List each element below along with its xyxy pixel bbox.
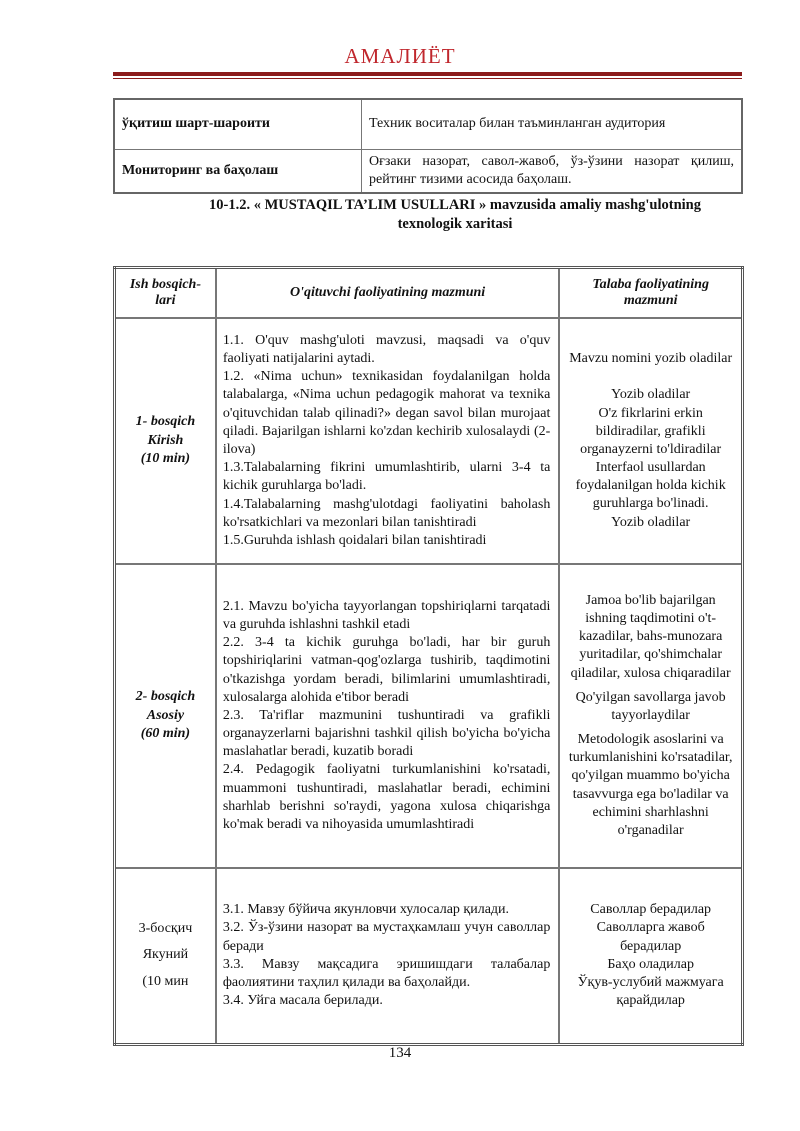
info-value: Оғзаки назорат, савол-жавоб, ўз-ўзини назорат қилиш, рейтинг тизими асосида баҳолаш.	[362, 149, 743, 193]
section-title-line: texnologik xaritasi	[397, 215, 513, 232]
teacher-item: 2.3. Ta'riflar mazmunini tushuntiradi va grafikli organayzerlarni bajarishni tashkil qilish bo'yicha bo'yicha maslahatlar beradi, kuzatib boradi	[222, 707, 551, 760]
stage-number: 3-босқич	[138, 920, 193, 936]
student-activity	[559, 564, 742, 868]
stage-number: 2- bosqich	[135, 688, 196, 704]
student-item: Qo'yilgan savollarga javob tayyorlaydilar	[575, 689, 726, 723]
teacher-item: 3.2. Ўз-ўзини назорат ва мустаҳкамлаш учун саволлар беради	[222, 920, 551, 954]
student-item: Jamoa bo'lib bajarilgan ishning taqdimotini o't-kazadilar, bahs-munozara yuritadilar, qo'shimchalar qiladilar, xulosa chiqaradilar	[570, 592, 731, 681]
table-row	[115, 564, 743, 868]
page-title: АМАЛИЁТ	[344, 44, 456, 68]
section-title	[170, 196, 740, 234]
teacher-item: 3.1. Мавзу бўйича якунловчи хулосалар қилади.	[222, 902, 510, 918]
student-item: Баҳо оладилар	[607, 956, 694, 972]
student-item: Yozib oladilar	[611, 514, 691, 530]
student-item: O'z fikrlarini erkin bildiradilar, grafikli organayzerni to'ldiradilar	[580, 405, 722, 457]
student-item: Yozib oladilar	[611, 387, 691, 403]
section-title-line: 10-1.2. « MUSTAQIL TA’LIM USULLARI » mavzusida amaliy mashg'ulotning	[209, 197, 701, 213]
stage-cell	[115, 318, 216, 564]
teacher-item: 2.2. 3-4 ta kichik guruhga bo'ladi, har bir guruh topshiriqlarini vatman-qog'ozlarga tushirib, taqdimotini o'tkazishga yordam beradi, bilimlarini umumlashtiradi, xulosalarga alohida e'tibor beradi	[222, 635, 551, 705]
teacher-item: 2.4. Pedagogik faoliyatni turkumlanishini ko'rsatadi, muammoni tushuntiradi, maslahatlar beradi, echimini sharhlab berishni so'raydi, yagona xulosa chiqarishga ko'mak beradi va nihoyasida umumlashtiradi	[222, 762, 551, 833]
teacher-item: 1.4.Talabalarning mashg'ulotdagi faoliyatini baholash ko'rsatkichlari va mezonlari bilan tanishtiradi	[222, 496, 551, 530]
teacher-activity	[216, 318, 560, 564]
info-label: ўқитиш шарт-шароити	[114, 99, 362, 149]
stage-cell	[115, 564, 216, 868]
teacher-activity	[216, 564, 560, 868]
stage-name: Asosiy	[146, 707, 185, 723]
teacher-item: 3.3. Мавзу мақсадига эришишдаги талабалар фаолиятини таҳлил қилади ва баҳолайди.	[222, 956, 551, 990]
info-label: Мониторинг ва баҳолаш	[114, 149, 362, 193]
info-row	[114, 149, 742, 193]
teacher-activity	[216, 868, 560, 1044]
teacher-item: 1.3.Talabalarning fikrini umumlashtirib, ularni 3-4 ta kichik guruhlarga bo'ladi.	[222, 460, 551, 494]
info-value: Техник воситалар билан таъминланган аудитория	[362, 99, 743, 149]
teacher-item: 2.1. Mavzu bo'yicha tayyorlangan topshiriqlarni tarqatadi va guruhda ishlashni tashkil etadi	[222, 598, 551, 632]
student-activity	[559, 868, 742, 1044]
stage-duration: (10 мин	[142, 974, 189, 990]
table-row	[115, 868, 743, 1044]
teacher-item: 3.4. Уйга масала берилади.	[222, 993, 383, 1009]
stage-number: 1- bosqich	[135, 413, 196, 429]
student-item: Interfaol usullardan foydalanilgan holda kichik guruhlarga bo'linadi.	[575, 460, 726, 512]
header-rule-thin	[113, 78, 742, 79]
teacher-item: 1.5.Guruhda ishlash qoidalari bilan tanishtiradi	[222, 532, 487, 548]
student-item: Ўқув-услубий мажмуага қарайдилар	[577, 974, 724, 1009]
student-item: Metodologik asoslarini va turkumlanishini ko'rsatadilar, qo'yilgan muammo bo'yicha tasavvurga ega bo'ladilar va echimini sharhlashni o'rganadilar	[568, 732, 733, 839]
page-number: 134	[388, 1045, 412, 1061]
stage-duration: (60 min)	[140, 726, 191, 742]
stage-duration: (10 min)	[140, 451, 191, 467]
header-rule	[113, 72, 742, 76]
header-student: Talaba faoliyatining mazmuni	[559, 268, 742, 319]
table-row	[115, 318, 743, 564]
student-activity	[559, 318, 742, 564]
tech-map-table	[113, 266, 744, 1046]
teacher-item: 1.1. O'quv mashg'uloti mavzusi, maqsadi va o'quv faoliyati natijalarini aytadi.	[222, 332, 551, 367]
stage-name: Kirish	[147, 432, 184, 448]
info-row	[114, 99, 742, 149]
teacher-item: 1.2. «Nima uchun» texnikasidan foydalanilgan holda talabalarga, «Nima uchun pedagogik mahorat va texnika o'qituvchidan talab qilinadi?» degan savol bilan murojaat qiladi. Bajarilgan ishlarni ko'zdan kechirib xulosalaydi (2-ilova)	[222, 369, 551, 457]
stage-cell	[115, 868, 216, 1044]
info-table	[113, 98, 743, 194]
header-teacher: O'qituvchi faoliyatining mazmuni	[216, 268, 560, 319]
stage-name: Якуний	[142, 947, 189, 963]
header-stages: Ish bosqich-lari	[115, 268, 216, 319]
student-item: Саволларга жавоб берадилар	[596, 920, 705, 954]
student-item: Mavzu nomini yozib oladilar	[569, 351, 733, 367]
table-header-row	[115, 268, 743, 319]
student-item: Саволлар берадилар	[590, 902, 712, 918]
